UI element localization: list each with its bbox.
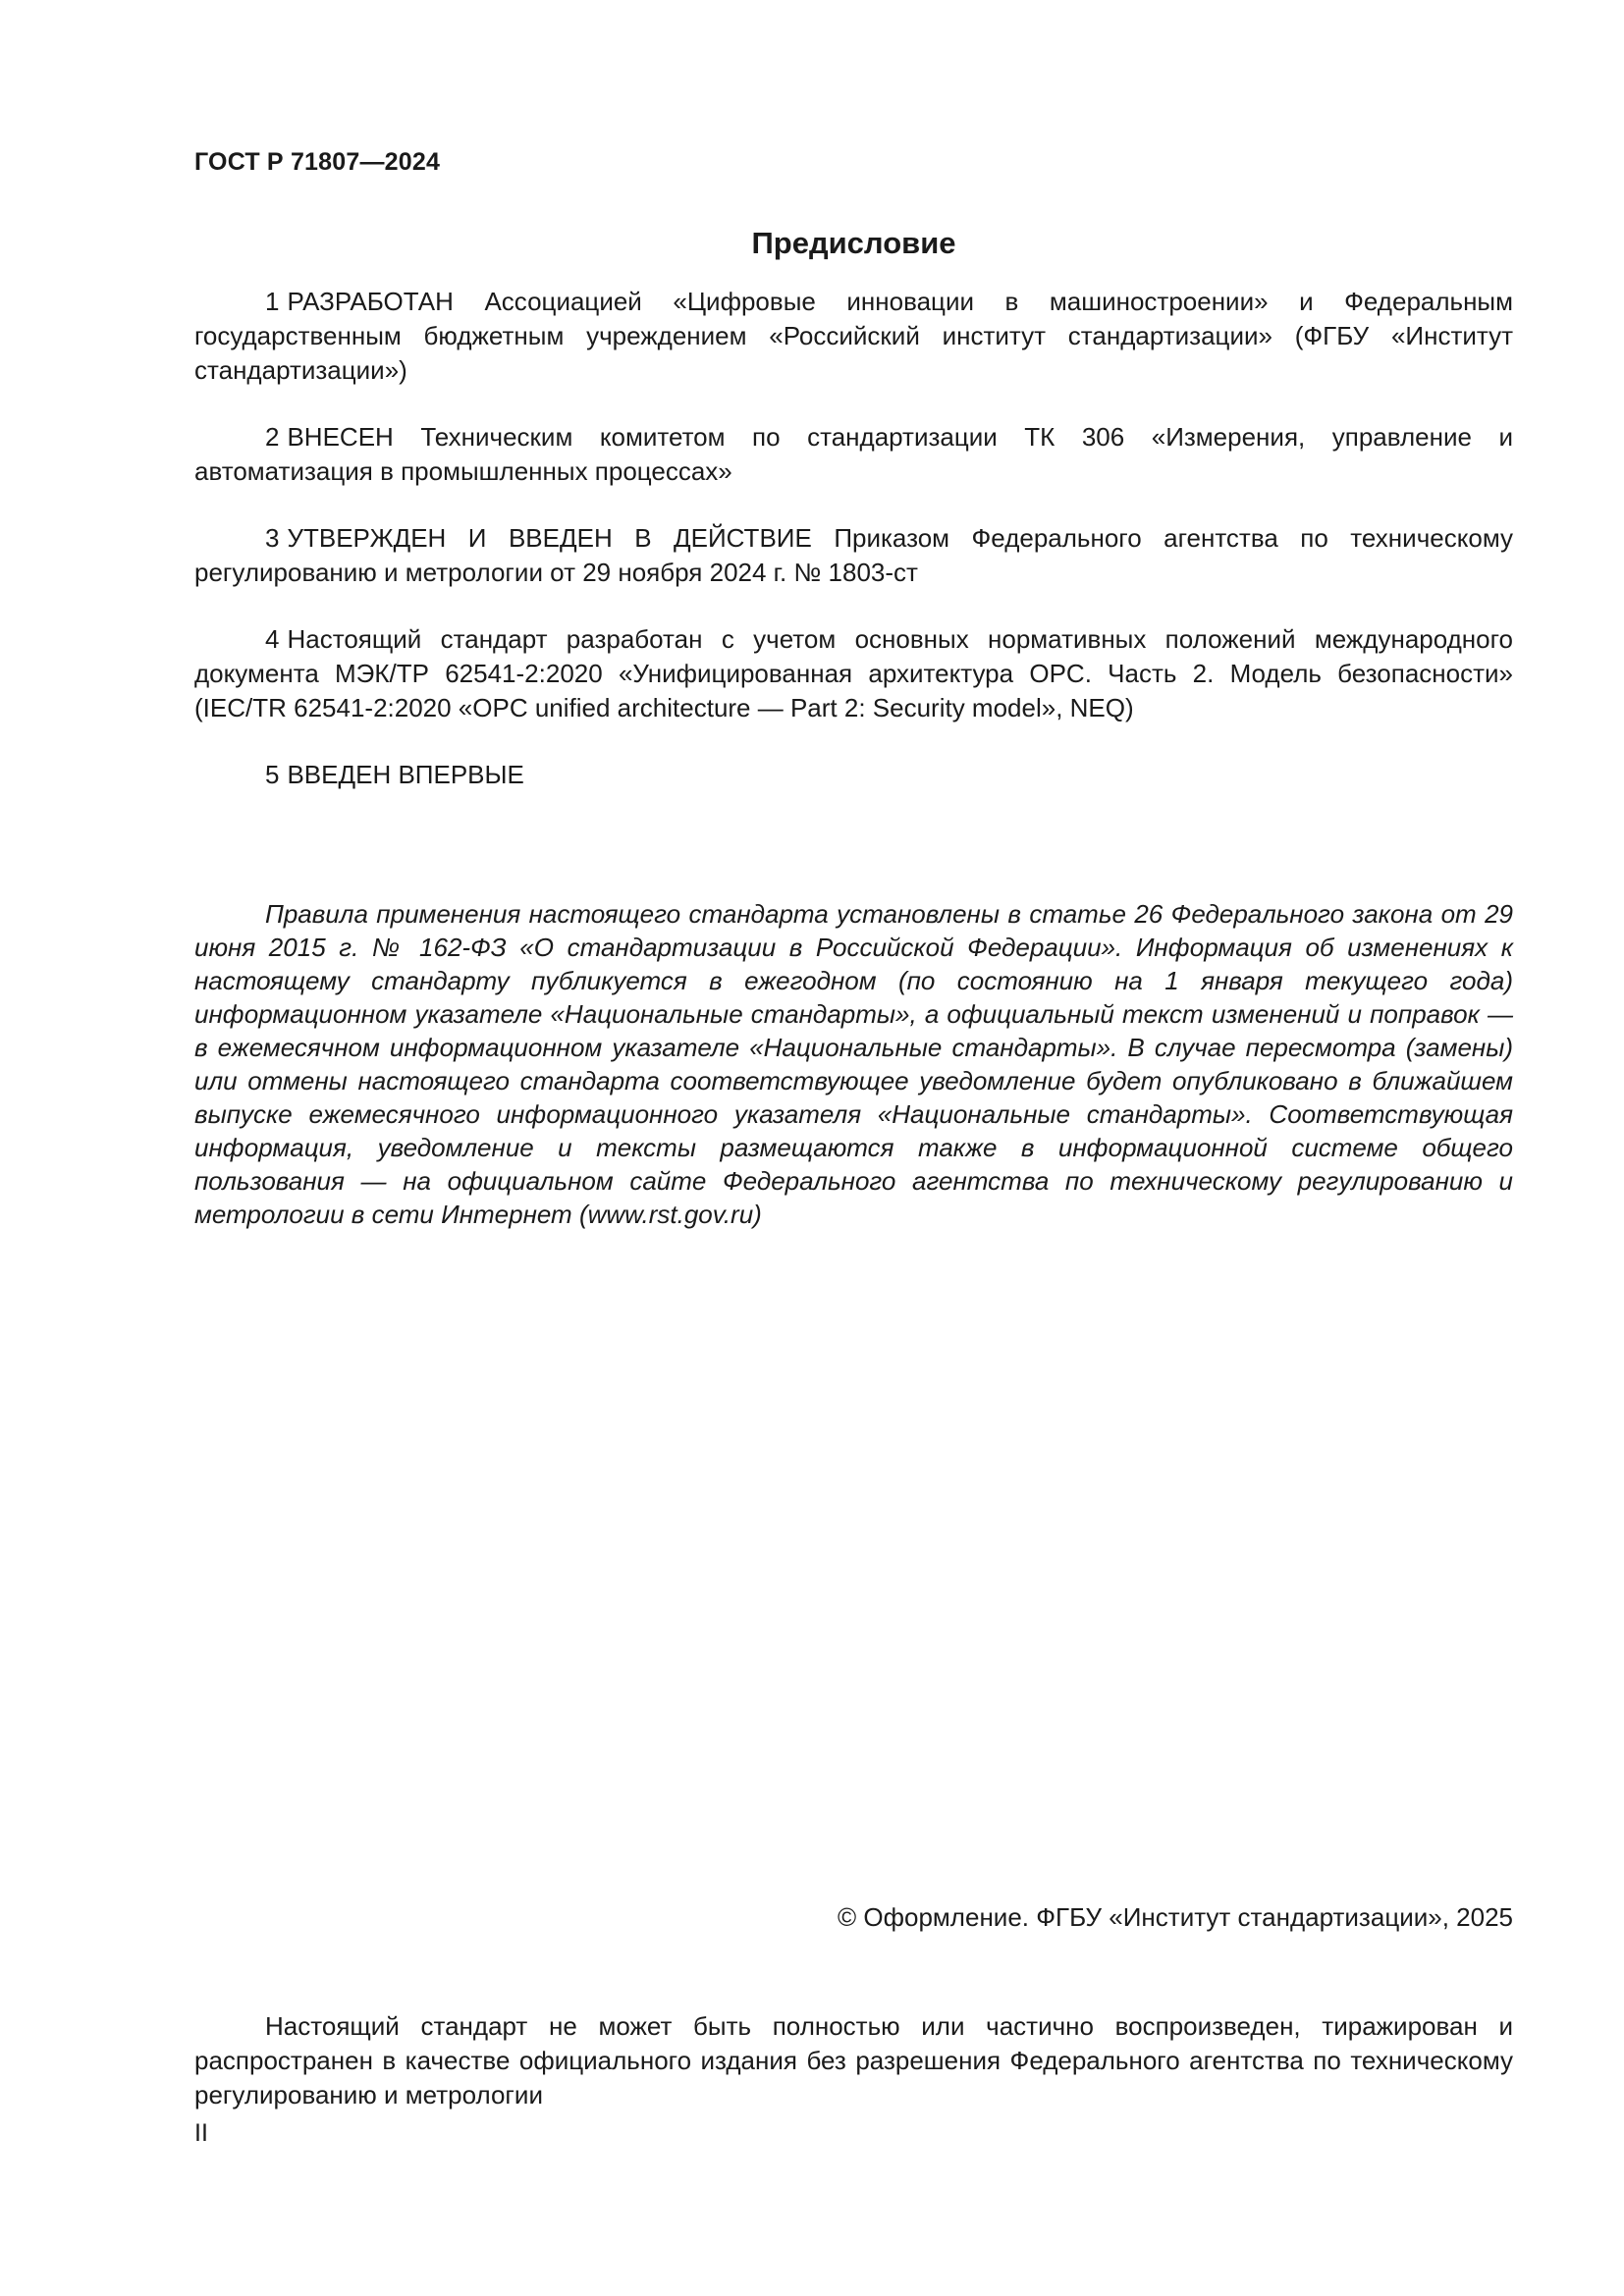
item-lead: УТВЕРЖДЕН И ВВЕДЕН В ДЕЙСТВИЕ: [287, 523, 812, 553]
item-text: Техническим комитетом по стандартизации ТК 306 «Измерения, управление и автоматизация в промышленных процессах»: [194, 422, 1513, 486]
item-number: 1: [265, 287, 280, 316]
page-number: II: [194, 2119, 208, 2147]
foreword-item: [194, 420, 1513, 489]
item-text: Ассоциацией «Цифровые инновации в машиностроении» и Федеральным государственным бюджетным учреждением «Российский институт стандартизации» (ФГБУ «Институт стандартизации»): [194, 287, 1513, 385]
document-code: ГОСТ Р 71807—2024: [194, 148, 441, 176]
application-rules-notice: Правила применения настоящего стандарта установлены в статье 26 Федерального закона от 29 июня 2015 г. № 162-ФЗ «О стандартизации в Российской Федерации». Информация об изменениях к настоящему стандарту публикуется в ежегодном (по состоянию на 1 января текущего года) информационном указателе «Национальные стандарты», а официальный текст изменений и поправок — в ежемесячном информационном указателе «Национальные стандарты». В случае пересмотра (замены) или отмены настоящего стандарта соответствующее уведомление будет опубликовано в ближайшем выпуске ежемесячного информационного указателя «Национальные стандарты». Соответствующая информация, уведомление и тексты размещаются также в информационной системе общего пользования — на официальном сайте Федерального агентства по техническому регулированию и метрологии в сети Интернет (www.rst.gov.ru): [194, 899, 1513, 1229]
item-number: 3: [265, 523, 280, 553]
foreword-item: [194, 758, 1513, 792]
item-lead: ВНЕСЕН: [287, 422, 394, 452]
copyright: © Оформление. ФГБУ «Институт стандартизации», 2025: [838, 1902, 1513, 1932]
item-number: 2: [265, 422, 280, 452]
reproduction-notice: Настоящий стандарт не может быть полностью или частично воспроизведен, тиражирован и распространен в качестве официального издания без разрешения Федерального агентства по техническому регулированию и метрологии: [194, 2011, 1513, 2109]
foreword-item: [194, 521, 1513, 590]
foreword-item: [194, 285, 1513, 388]
section-title: Предисловие: [751, 226, 956, 260]
item-text: Настоящий стандарт разработан с учетом основных нормативных положений международного документа МЭК/ТР 62541-2:2020 «Унифицированная архитектура OPC. Часть 2. Модель безопасности» (IEC/TR 62541-2:2020 «OPC unified architecture — Part 2: Security model», NEQ): [194, 624, 1513, 722]
item-lead: ВВЕДЕН ВПЕРВЫЕ: [287, 760, 524, 789]
foreword-item: [194, 622, 1513, 725]
item-number: 4: [265, 624, 280, 654]
item-lead: РАЗРАБОТАН: [287, 287, 454, 316]
item-text: Приказом Федерального агентства по техническому регулированию и метрологии от 29 ноября 2024 г. № 1803-ст: [194, 523, 1513, 587]
foreword-items: [194, 285, 1513, 825]
item-number: 5: [265, 760, 280, 789]
